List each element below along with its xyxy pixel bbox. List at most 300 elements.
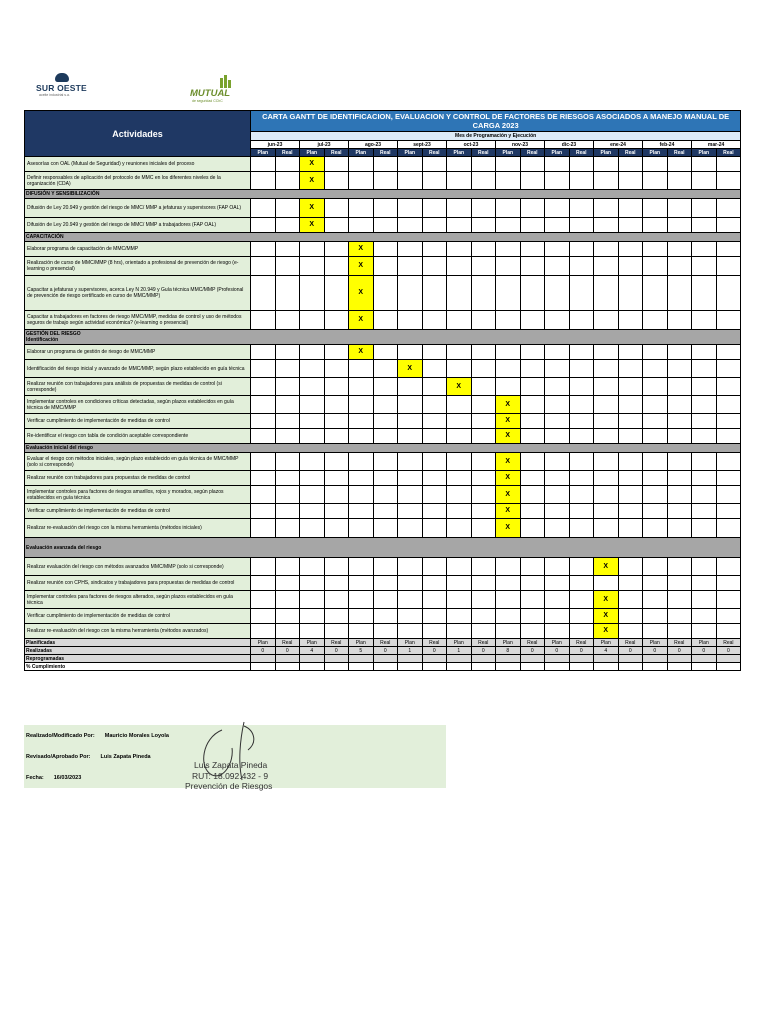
gantt-empty-cell xyxy=(324,276,349,311)
gantt-empty-cell xyxy=(349,172,374,190)
gantt-empty-cell xyxy=(594,519,619,538)
gantt-empty-cell xyxy=(545,172,570,190)
stamp-line-2: RUT: 18.092.432 - 9 xyxy=(192,771,269,781)
fecha-value: 16/03/2023 xyxy=(53,775,82,781)
gantt-empty-cell xyxy=(251,157,276,172)
summary-cell: Real xyxy=(422,639,447,647)
cumplimiento-row-label: % Cumplimiento xyxy=(25,663,251,671)
gantt-empty-cell xyxy=(422,609,447,624)
gantt-empty-cell xyxy=(471,378,496,396)
gantt-empty-cell xyxy=(324,242,349,257)
gantt-empty-cell xyxy=(716,242,741,257)
summary-cell xyxy=(471,663,496,671)
gantt-empty-cell xyxy=(471,624,496,639)
gantt-empty-cell xyxy=(618,471,643,486)
gantt-empty-cell xyxy=(324,504,349,519)
gantt-empty-cell xyxy=(594,172,619,190)
gantt-empty-cell xyxy=(471,429,496,444)
gantt-empty-cell xyxy=(496,199,521,218)
month-header: mar-24 xyxy=(692,141,741,149)
gantt-empty-cell xyxy=(716,519,741,538)
gantt-empty-cell xyxy=(324,199,349,218)
gantt-empty-cell xyxy=(545,242,570,257)
gantt-mark-cell: X xyxy=(594,591,619,609)
gantt-empty-cell xyxy=(716,609,741,624)
gantt-empty-cell xyxy=(398,591,423,609)
summary-cell xyxy=(471,655,496,663)
summary-cell: 1 xyxy=(398,647,423,655)
gantt-empty-cell xyxy=(618,519,643,538)
gantt-empty-cell xyxy=(447,504,472,519)
realizado-row xyxy=(26,733,169,739)
section-row xyxy=(25,233,741,242)
summary-cell: Plan xyxy=(496,639,521,647)
cumplimiento-row xyxy=(25,663,741,671)
gantt-empty-cell xyxy=(447,218,472,233)
gantt-empty-cell xyxy=(422,257,447,276)
summary-cell xyxy=(569,663,594,671)
gantt-empty-cell xyxy=(496,624,521,639)
gantt-empty-cell xyxy=(398,345,423,360)
gantt-mark-cell: X xyxy=(496,429,521,444)
gantt-empty-cell xyxy=(324,576,349,591)
summary-cell xyxy=(496,655,521,663)
summary-cell xyxy=(667,655,692,663)
summary-cell: Real xyxy=(275,639,300,647)
gantt-mark-cell: X xyxy=(594,609,619,624)
gantt-empty-cell xyxy=(471,157,496,172)
gantt-empty-cell xyxy=(471,486,496,504)
gantt-empty-cell xyxy=(496,242,521,257)
gantt-empty-cell xyxy=(251,486,276,504)
gantt-empty-cell xyxy=(594,199,619,218)
summary-cell xyxy=(398,663,423,671)
summary-cell: Real xyxy=(716,639,741,647)
summary-cell: 0 xyxy=(373,647,398,655)
summary-cell: 5 xyxy=(349,647,374,655)
gantt-empty-cell xyxy=(594,157,619,172)
gantt-empty-cell xyxy=(324,624,349,639)
summary-cell: Real xyxy=(618,639,643,647)
gantt-empty-cell xyxy=(251,591,276,609)
gantt-empty-cell xyxy=(398,414,423,429)
gantt-empty-cell xyxy=(496,311,521,330)
fecha-label: Fecha: xyxy=(26,775,44,781)
gantt-empty-cell xyxy=(398,471,423,486)
gantt-empty-cell xyxy=(300,453,325,471)
gantt-empty-cell xyxy=(251,558,276,576)
gantt-empty-cell xyxy=(692,257,717,276)
section-title-text: CAPACITACIÓN xyxy=(26,234,64,240)
real-column-header: Real xyxy=(520,149,545,157)
gantt-empty-cell xyxy=(569,396,594,414)
gantt-empty-cell xyxy=(349,414,374,429)
summary-cell: Real xyxy=(569,639,594,647)
gantt-empty-cell xyxy=(545,378,570,396)
summary-cell xyxy=(324,655,349,663)
section-row xyxy=(25,538,741,558)
gantt-empty-cell xyxy=(716,504,741,519)
gantt-empty-cell xyxy=(373,624,398,639)
gantt-empty-cell xyxy=(422,591,447,609)
gantt-empty-cell xyxy=(422,576,447,591)
gantt-empty-cell xyxy=(643,414,668,429)
gantt-empty-cell xyxy=(594,276,619,311)
gantt-empty-cell xyxy=(373,558,398,576)
gantt-empty-cell xyxy=(545,609,570,624)
gantt-empty-cell xyxy=(569,624,594,639)
gantt-empty-cell xyxy=(545,360,570,378)
gantt-empty-cell xyxy=(520,414,545,429)
gantt-empty-cell xyxy=(667,429,692,444)
gantt-empty-cell xyxy=(471,471,496,486)
gantt-mark-cell: X xyxy=(349,242,374,257)
gantt-empty-cell xyxy=(324,345,349,360)
real-column-header: Real xyxy=(569,149,594,157)
gantt-empty-cell xyxy=(373,414,398,429)
gantt-empty-cell xyxy=(716,558,741,576)
gantt-empty-cell xyxy=(618,218,643,233)
gantt-empty-cell xyxy=(667,624,692,639)
gantt-empty-cell xyxy=(520,172,545,190)
gantt-empty-cell xyxy=(300,558,325,576)
gantt-empty-cell xyxy=(569,519,594,538)
gantt-empty-cell xyxy=(324,257,349,276)
gantt-empty-cell xyxy=(594,242,619,257)
gantt-empty-cell xyxy=(275,345,300,360)
gantt-empty-cell xyxy=(496,360,521,378)
section-title-text: Evaluación inicial del riesgo xyxy=(26,445,93,451)
summary-cell: 0 xyxy=(275,647,300,655)
gantt-empty-cell xyxy=(545,471,570,486)
task-row xyxy=(25,242,741,257)
gantt-empty-cell xyxy=(643,199,668,218)
gantt-empty-cell xyxy=(447,453,472,471)
gantt-empty-cell xyxy=(594,218,619,233)
sur-oeste-logo-icon xyxy=(55,73,69,82)
task-description: Difusión de Ley 20.949 y gestión del riesgo de MMC/ MMP a trabajadores (FAP OAL) xyxy=(25,218,251,233)
gantt-empty-cell xyxy=(251,172,276,190)
gantt-mark-cell: X xyxy=(349,311,374,330)
gantt-empty-cell xyxy=(275,591,300,609)
gantt-empty-cell xyxy=(545,257,570,276)
summary-cell xyxy=(594,655,619,663)
gantt-mark-cell: X xyxy=(496,471,521,486)
plan-column-header: Plan xyxy=(300,149,325,157)
gantt-empty-cell xyxy=(569,218,594,233)
gantt-empty-cell xyxy=(618,624,643,639)
gantt-empty-cell xyxy=(275,453,300,471)
task-description: Difusión de Ley 20.949 y gestión del riesgo de MMC/ MMP a jefaturas y supervisores (FAP OAL) xyxy=(25,199,251,218)
gantt-empty-cell xyxy=(349,558,374,576)
section-title xyxy=(25,538,741,558)
gantt-empty-cell xyxy=(471,519,496,538)
summary-cell: 0 xyxy=(471,647,496,655)
gantt-empty-cell xyxy=(251,199,276,218)
gantt-empty-cell xyxy=(324,471,349,486)
section-row xyxy=(25,330,741,345)
realizado-label: Realizado/Modificado Por: xyxy=(26,733,95,739)
gantt-mark-cell: X xyxy=(496,453,521,471)
gantt-empty-cell xyxy=(422,345,447,360)
gantt-empty-cell xyxy=(349,576,374,591)
gantt-empty-cell xyxy=(324,591,349,609)
gantt-empty-cell xyxy=(667,311,692,330)
gantt-empty-cell xyxy=(324,429,349,444)
gantt-empty-cell xyxy=(618,453,643,471)
gantt-empty-cell xyxy=(422,414,447,429)
gantt-empty-cell xyxy=(545,311,570,330)
gantt-empty-cell xyxy=(300,624,325,639)
summary-cell: Plan xyxy=(594,639,619,647)
gantt-empty-cell xyxy=(324,453,349,471)
task-description: Evaluar el riesgo con métodos iniciales, según plazo establecido en guía técnica de MMC/MMP (solo si corresponde) xyxy=(25,453,251,471)
gantt-empty-cell xyxy=(398,311,423,330)
gantt-empty-cell xyxy=(716,345,741,360)
summary-cell: 0 xyxy=(545,647,570,655)
gantt-empty-cell xyxy=(545,414,570,429)
gantt-empty-cell xyxy=(447,429,472,444)
task-row xyxy=(25,558,741,576)
summary-cell: Plan xyxy=(545,639,570,647)
gantt-empty-cell xyxy=(447,624,472,639)
gantt-empty-cell xyxy=(545,519,570,538)
summary-cell xyxy=(520,655,545,663)
gantt-empty-cell xyxy=(324,558,349,576)
gantt-empty-cell xyxy=(692,504,717,519)
gantt-empty-cell xyxy=(520,624,545,639)
real-column-header: Real xyxy=(324,149,349,157)
gantt-empty-cell xyxy=(496,172,521,190)
gantt-empty-cell xyxy=(422,519,447,538)
gantt-mark-cell: X xyxy=(300,199,325,218)
gantt-empty-cell xyxy=(594,345,619,360)
gantt-empty-cell xyxy=(422,157,447,172)
gantt-empty-cell xyxy=(275,311,300,330)
section-title-text: Evaluación avanzada del riesgo xyxy=(26,544,102,551)
task-description: Elaborar un programa de gestión de riesgo de MMC/MMP xyxy=(25,345,251,360)
plan-column-header: Plan xyxy=(594,149,619,157)
task-description: Identificación del riesgo inicial y avanzado de MMC/MMP, según plazo establecido en guía técnica xyxy=(25,360,251,378)
gantt-empty-cell xyxy=(447,345,472,360)
gantt-empty-cell xyxy=(471,504,496,519)
gantt-empty-cell xyxy=(569,242,594,257)
gantt-empty-cell xyxy=(373,157,398,172)
planificadas-row-label: Planificadas xyxy=(25,639,251,647)
section-row xyxy=(25,444,741,453)
gantt-empty-cell xyxy=(667,453,692,471)
gantt-empty-cell xyxy=(569,378,594,396)
task-row xyxy=(25,378,741,396)
gantt-empty-cell xyxy=(398,504,423,519)
summary-cell: Real xyxy=(324,639,349,647)
gantt-empty-cell xyxy=(618,242,643,257)
gantt-empty-cell xyxy=(716,157,741,172)
gantt-empty-cell xyxy=(594,311,619,330)
gantt-mark-cell: X xyxy=(496,486,521,504)
gantt-empty-cell xyxy=(422,199,447,218)
gantt-empty-cell xyxy=(422,242,447,257)
gantt-empty-cell xyxy=(716,576,741,591)
task-description: Realizar re-evaluación del riesgo con la misma herramienta (métodos iniciales) xyxy=(25,519,251,538)
gantt-empty-cell xyxy=(716,172,741,190)
gantt-empty-cell xyxy=(569,486,594,504)
gantt-empty-cell xyxy=(692,345,717,360)
gantt-empty-cell xyxy=(643,576,668,591)
gantt-empty-cell xyxy=(398,429,423,444)
gantt-empty-cell xyxy=(569,199,594,218)
summary-cell xyxy=(569,655,594,663)
summary-cell: Real xyxy=(667,639,692,647)
gantt-empty-cell xyxy=(667,378,692,396)
summary-cell: 0 xyxy=(692,647,717,655)
gantt-empty-cell xyxy=(300,504,325,519)
gantt-empty-cell xyxy=(618,311,643,330)
gantt-empty-cell xyxy=(667,471,692,486)
gantt-empty-cell xyxy=(692,242,717,257)
reprogramadas-row-label: Reprogramadas xyxy=(25,655,251,663)
gantt-empty-cell xyxy=(324,378,349,396)
gantt-empty-cell xyxy=(398,396,423,414)
summary-cell xyxy=(520,663,545,671)
gantt-mark-cell: X xyxy=(300,218,325,233)
gantt-empty-cell xyxy=(716,360,741,378)
gantt-empty-cell xyxy=(300,360,325,378)
summary-cell xyxy=(422,663,447,671)
summary-cell xyxy=(251,663,276,671)
gantt-empty-cell xyxy=(520,591,545,609)
gantt-empty-cell xyxy=(594,453,619,471)
task-row xyxy=(25,276,741,311)
gantt-empty-cell xyxy=(618,157,643,172)
gantt-empty-cell xyxy=(275,157,300,172)
gantt-empty-cell xyxy=(300,396,325,414)
gantt-empty-cell xyxy=(422,378,447,396)
gantt-empty-cell xyxy=(471,345,496,360)
gantt-empty-cell xyxy=(398,576,423,591)
gantt-empty-cell xyxy=(496,218,521,233)
gantt-mark-cell: X xyxy=(496,504,521,519)
gantt-empty-cell xyxy=(520,576,545,591)
gantt-empty-cell xyxy=(496,157,521,172)
gantt-empty-cell xyxy=(618,609,643,624)
gantt-empty-cell xyxy=(569,453,594,471)
gantt-empty-cell xyxy=(594,429,619,444)
mutual-logo-name: MUTUAL xyxy=(190,88,231,99)
gantt-empty-cell xyxy=(324,218,349,233)
gantt-empty-cell xyxy=(471,242,496,257)
revisado-label: Revisado/Aprobado Por: xyxy=(26,754,91,760)
revisado-value: Luis Zapata Pineda xyxy=(100,754,151,760)
gantt-empty-cell xyxy=(667,396,692,414)
task-row xyxy=(25,199,741,218)
task-description: Realizar reunión con CPHS, sindicatos y trabajadores para propuestas de medidas de control xyxy=(25,576,251,591)
gantt-empty-cell xyxy=(349,199,374,218)
gantt-empty-cell xyxy=(643,486,668,504)
gantt-empty-cell xyxy=(643,172,668,190)
gantt-empty-cell xyxy=(373,172,398,190)
gantt-empty-cell xyxy=(569,414,594,429)
gantt-empty-cell xyxy=(324,360,349,378)
gantt-empty-cell xyxy=(373,276,398,311)
gantt-empty-cell xyxy=(618,576,643,591)
gantt-empty-cell xyxy=(275,218,300,233)
month-header: feb-24 xyxy=(643,141,692,149)
gantt-empty-cell xyxy=(667,360,692,378)
gantt-empty-cell xyxy=(275,471,300,486)
realizado-value: Mauricio Morales Loyola xyxy=(104,733,169,739)
summary-cell: Plan xyxy=(643,639,668,647)
gantt-empty-cell xyxy=(422,486,447,504)
gantt-empty-cell xyxy=(545,504,570,519)
gantt-mark-cell: X xyxy=(496,396,521,414)
summary-cell xyxy=(618,655,643,663)
task-row xyxy=(25,414,741,429)
task-row xyxy=(25,453,741,471)
summary-cell xyxy=(716,655,741,663)
gantt-empty-cell xyxy=(300,471,325,486)
mutual-logo xyxy=(190,74,250,104)
gantt-empty-cell xyxy=(716,486,741,504)
summary-cell xyxy=(300,663,325,671)
gantt-mark-cell: X xyxy=(349,257,374,276)
gantt-empty-cell xyxy=(643,504,668,519)
gantt-empty-cell xyxy=(251,609,276,624)
task-row xyxy=(25,609,741,624)
task-row xyxy=(25,257,741,276)
gantt-empty-cell xyxy=(422,396,447,414)
summary-cell: 8 xyxy=(496,647,521,655)
gantt-subtitle: Mes de Programación y Ejecución xyxy=(251,132,741,141)
gantt-empty-cell xyxy=(275,276,300,311)
gantt-empty-cell xyxy=(643,218,668,233)
section-title-text: DIFUSIÓN Y SENSIBILIZACIÓN xyxy=(26,191,100,197)
gantt-empty-cell xyxy=(667,609,692,624)
gantt-empty-cell xyxy=(643,311,668,330)
gantt-empty-cell xyxy=(569,429,594,444)
gantt-empty-cell xyxy=(667,172,692,190)
real-column-header: Real xyxy=(275,149,300,157)
gantt-empty-cell xyxy=(643,558,668,576)
gantt-empty-cell xyxy=(643,429,668,444)
gantt-empty-cell xyxy=(349,429,374,444)
gantt-empty-cell xyxy=(300,276,325,311)
gantt-empty-cell xyxy=(520,345,545,360)
gantt-empty-cell xyxy=(275,576,300,591)
task-description: Re-identificar el riesgo con tabla de condición aceptable correspondiente xyxy=(25,429,251,444)
gantt-empty-cell xyxy=(667,345,692,360)
gantt-empty-cell xyxy=(275,486,300,504)
gantt-empty-cell xyxy=(300,576,325,591)
gantt-empty-cell xyxy=(618,276,643,311)
sur-oeste-logo-sub: aceite industrial s.a. xyxy=(39,93,70,97)
section-title xyxy=(25,190,741,199)
gantt-empty-cell xyxy=(643,591,668,609)
revisado-row xyxy=(26,754,151,760)
gantt-empty-cell xyxy=(275,199,300,218)
plan-column-header: Plan xyxy=(496,149,521,157)
summary-cell xyxy=(324,663,349,671)
gantt-empty-cell xyxy=(251,576,276,591)
summary-cell xyxy=(643,655,668,663)
stamp-line-3: Prevención de Riesgos xyxy=(185,781,273,791)
section-title xyxy=(25,330,741,345)
real-column-header: Real xyxy=(618,149,643,157)
gantt-empty-cell xyxy=(398,218,423,233)
gantt-empty-cell xyxy=(569,257,594,276)
gantt-empty-cell xyxy=(692,558,717,576)
gantt-empty-cell xyxy=(398,519,423,538)
